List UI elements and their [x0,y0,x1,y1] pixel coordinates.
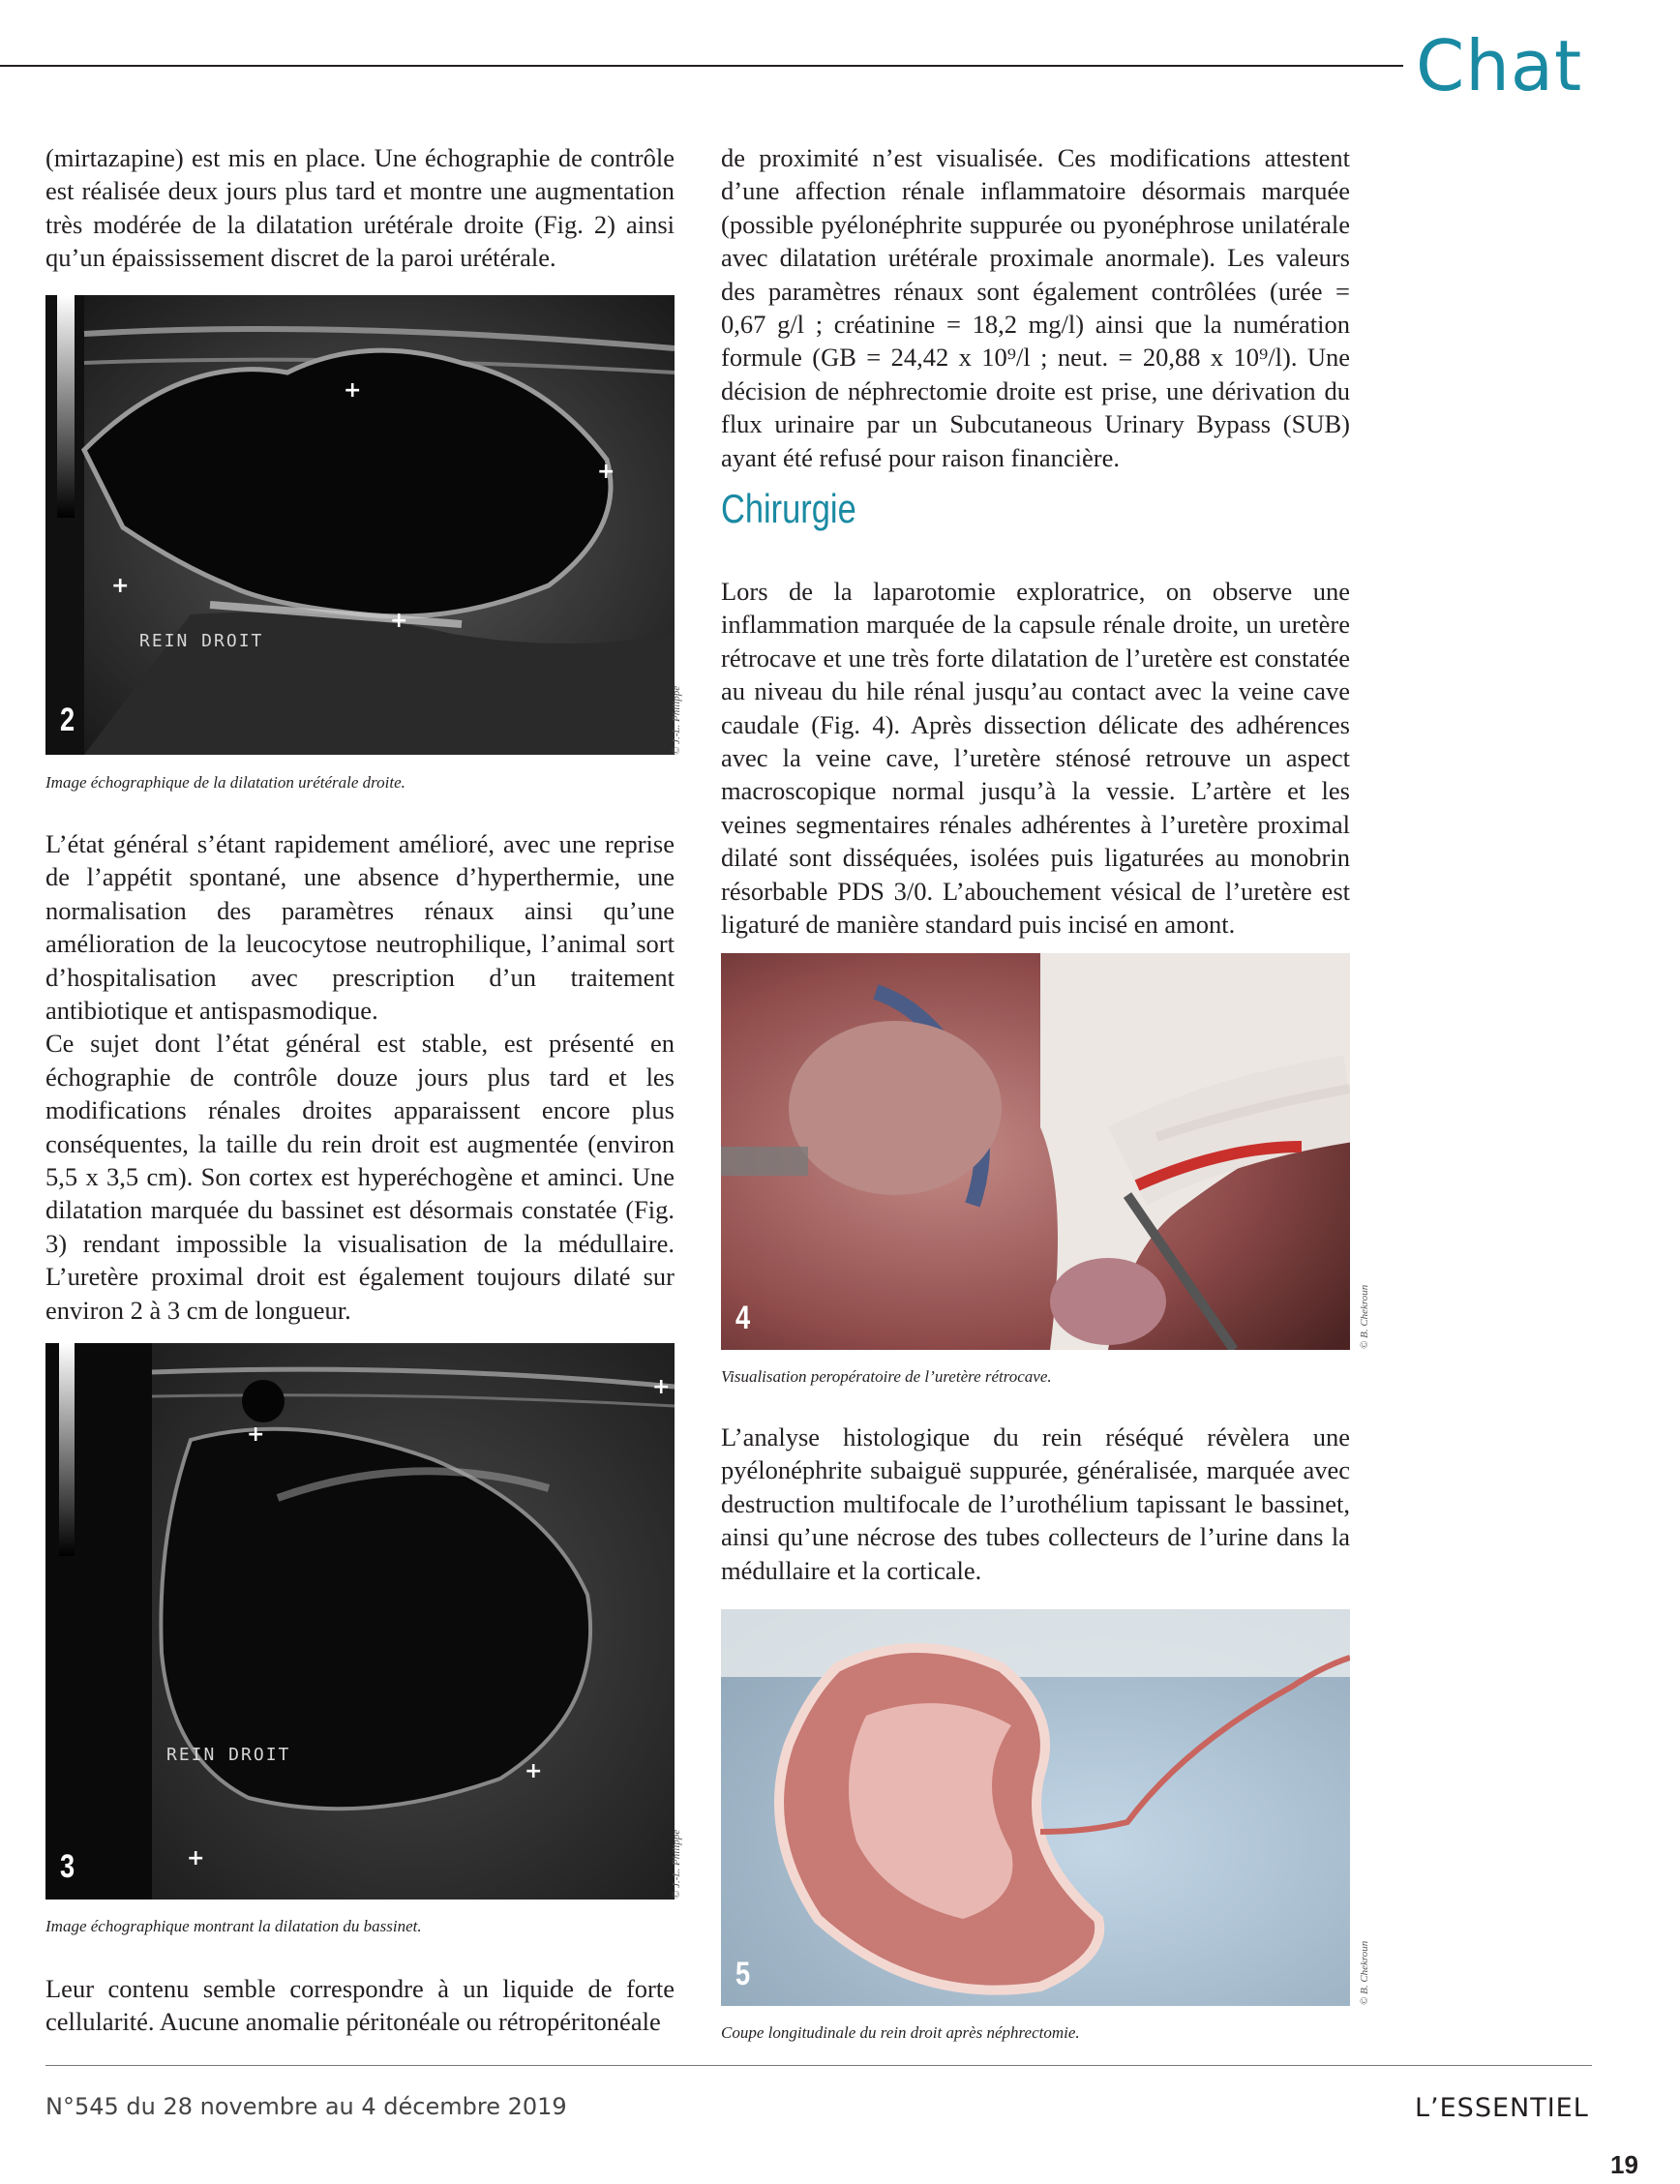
issue-info: N°545 du 28 novembre au 4 décembre 2019 [45,2093,567,2120]
caliper-marker: + [187,1846,205,1870]
figure-number: 2 [60,702,75,738]
left-para-4: Leur contenu semble correspondre à un liquide de forte cellularité. Aucune anomalie péritonéale ou rétropéritonéale [45,1974,675,2037]
caliper-marker: + [597,460,615,484]
header-rule [0,65,1403,67]
right-para-2: Lors de la laparotomie exploratrice, on observe une inflammation marquée de la capsule rénale droite, un uretère rétrocave et une très forte dilatation de l’uretère est constatée au niveau du hile rénal jusqu’au contact avec la veine cave caudale (Fig. 4). Après dissection délicate des adhérences avec la veine cave, l’uretère sténosé retrouve un aspect macroscopique normal jusqu’à la vessie. L’artère et les veines segmentaires rénales adhérentes à l’uretère proximal dilaté sont disséquées, isolées puis ligaturées au monobrin résorbable PDS 3/0. L’abouchement vésical de l’uretère est ligaturé de manière standard puis incisé en amont. [721,577,1350,940]
caliper-marker: + [652,1375,671,1399]
figure-3-ultrasound [45,1343,675,1900]
footer-rule [45,2065,1592,2066]
photo-credit: © J.-L. Philippe [671,1829,682,1899]
left-para-2: L’état général s’étant rapidement amélioré, avec une reprise de l’appétit spontané, une absence d’hyperthermie, une normalisation des paramètres rénaux ainsi qu’une amélioration de la leucocytose neutrophilique, l’animal sort d’hospitalisation avec prescription d’un traitement antibiotique et antispasmodique. Ce sujet dont l’état général est stable, est présenté en échographie de contrôle douze jours plus tard et les modifications rénales droites apparaissent encore plus conséquentes, la taille du rein droit est augmentée (environ 5,5 x 3,5 cm). Son cortex est hyperéchogène et aminci. Une dilatation marquée du bassinet est désormais constatée (Fig. 3) rendant impossible la visualisation de la médullaire. L’uretère proximal droit est également toujours dilaté sur environ 2 à 3 cm de longueur. [45,829,675,1325]
figure-3-caption: Image échographique montrant la dilatation du bassinet. [45,1917,422,1935]
photo-credit: © B. Chekroun [1359,1284,1370,1349]
figure-5-caption: Coupe longitudinale du rein droit après néphrectomie. [721,2023,1080,2042]
figure-number: 5 [735,1956,751,1992]
section-title: Chat [1416,25,1583,106]
figure-4-caption: Visualisation peropératoire de l’uretère rétrocave. [721,1367,1052,1386]
caliper-marker: + [344,378,362,403]
caliper-marker: + [111,574,130,598]
kidney-photo [721,1609,1350,2006]
ultrasound-label: REIN DROIT [166,1745,291,1765]
ultrasound-image-3 [45,1343,675,1900]
left-para-1: (mirtazapine) est mis en place. Une échographie de contrôle est réalisée deux jours plus tard et montre une augmentation très modérée de la dilatation urétérale droite (Fig. 2) ainsi qu’un épaississement discret de la paroi urétérale. [45,143,675,273]
figure-number: 4 [735,1300,751,1336]
right-para-1: de proximité n’est visualisée. Ces modifications attestent d’une affection rénale inflammatoire désormais marquée (possible pyélonéphrite suppurée ou pyonéphrose unilatérale avec dilatation urétérale proximale anormale). Les valeurs des paramètres rénaux sont également contrôlées (urée = 0,67 g/l ; créatinine = 18,2 mg/l) ainsi que la numération formule (GB = 24,42 x 10⁹/l ; neut. = 20,88 x 10⁹/l). Une décision de néphrectomie droite est prise, une dérivation du flux urinaire par un Subcutaneous Urinary Bypass (SUB) ayant été refusé pour raison financière. [721,143,1350,472]
magazine-brand: L’ESSENTIEL [1415,2093,1589,2123]
figure-2-caption: Image échographique de la dilatation urétérale droite. [45,773,405,792]
surgery-photo [721,953,1350,1350]
figure-4-photo [721,953,1350,1350]
page-number: 19 [1610,2150,1638,2179]
figure-2-ultrasound [45,295,675,755]
photo-credit: © J.-L. Philippe [671,685,682,755]
caliper-marker: + [525,1759,543,1783]
section-heading: Chirurgie [721,486,856,531]
caliper-marker: + [247,1422,265,1447]
ultrasound-image-2 [45,295,675,755]
ultrasound-label: REIN DROIT [139,631,264,651]
right-para-3: L’analyse histologique du rein réséqué révèlera une pyélonéphrite subaiguë suppurée, généralisée, marquée avec destruction multifocale de l’urothélium tapissant le bassinet, ainsi qu’une nécrose des tubes collecteurs de l’urine dans la médullaire et la corticale. [721,1422,1350,1585]
photo-credit: © B. Chekroun [1359,1940,1370,2005]
figure-number: 3 [60,1848,75,1885]
caliper-marker: + [390,609,408,633]
figure-5-photo [721,1609,1350,2006]
